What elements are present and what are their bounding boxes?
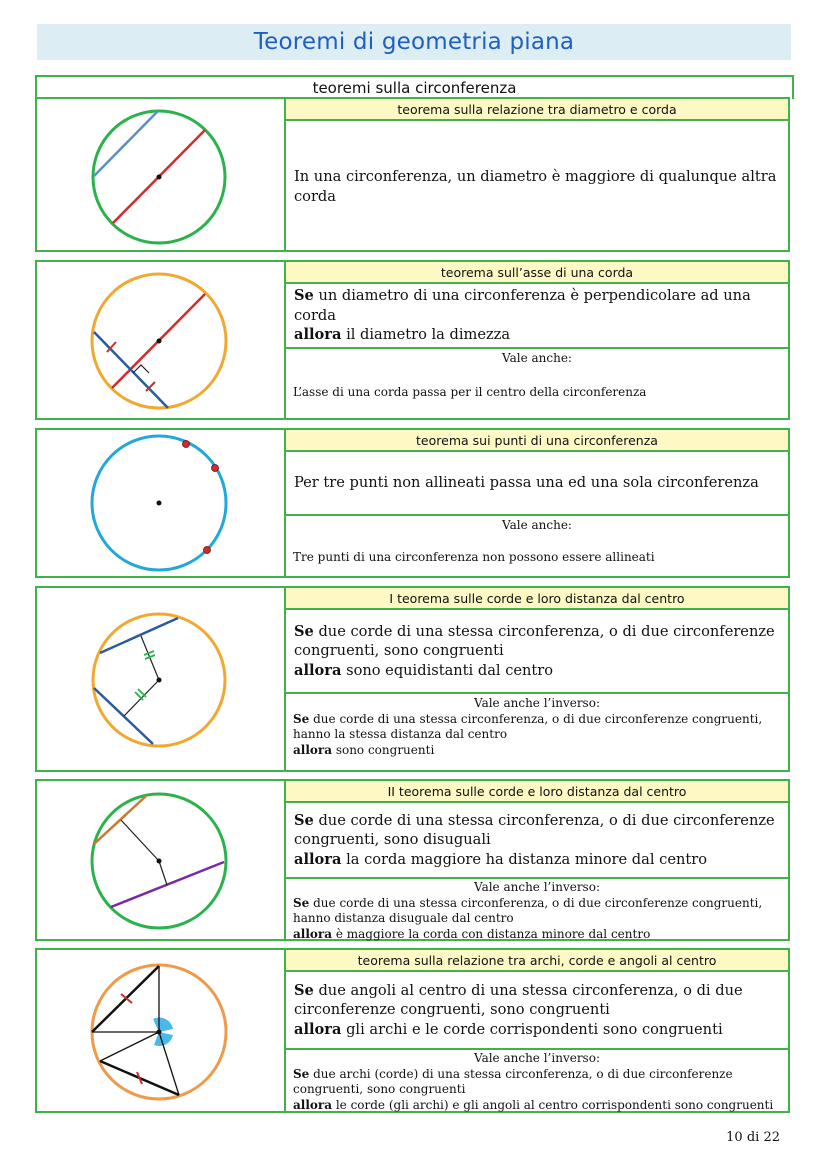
theorem-2-statement: Se un diametro di una circonferenza è perpendicolare ad una corda allora il diametro la dimezza (286, 284, 788, 349)
figure-equal-chords (37, 588, 286, 770)
section-header (35, 75, 794, 99)
theorem-6-also: Vale anche l’inverso: Se due archi (corde) di una stessa circonferenza, o di due circonferenze congruenti, sono congruenti allora le corde (gli archi) e gli angoli al centro corrispondenti sono congruenti (293, 1051, 774, 1112)
theorem-5-also: Vale anche l’inverso: Se due corde di una stessa circonferenza, o di due circonferenze congruenti, hanno distanza disuguale dal centro allora è maggiore la corda con distanza minore dal centro (293, 880, 763, 941)
theorem-2-title: teorema sull’asse di una corda (286, 262, 788, 284)
figure-three-points (37, 430, 286, 576)
theorem-1-title: teorema sulla relazione tra diametro e corda (286, 99, 788, 121)
theorem-block-5 (35, 779, 790, 941)
theorem-5-statement: Se due corde di una stessa circonferenza, o di due circonferenze congruenti, sono disuguali allora la corda maggiore ha distanza minore dal centro (286, 803, 788, 879)
figure-chord-axis (37, 262, 286, 418)
page-number: 10 di 22 (726, 1130, 780, 1145)
theorem-4-also: Vale anche l’inverso: Se due corde di una stessa circonferenza, o di due circonferenze congruenti, hanno la stessa distanza dal centro allora sono congruenti (293, 696, 763, 757)
figure-arcs-chords-angles (37, 950, 286, 1111)
theorem-6-statement: Se due angoli al centro di una stessa circonferenza, o di due circonferenze congruenti, sono congruenti allora gli archi e le corde corrispondenti sono congruenti (286, 972, 788, 1050)
theorem-3-also: Vale anche: Tre punti di una circonferenza non possono essere allineati (293, 518, 655, 564)
theorem-1-statement: In una circonferenza, un diametro è maggiore di qualunque altra corda (294, 168, 777, 205)
figure-diameter-chord (37, 99, 286, 250)
theorem-6-title: teorema sulla relazione tra archi, corde e angoli al centro (286, 950, 788, 972)
section-title: teoremi sulla circonferenza (312, 79, 517, 97)
theorem-block-2 (35, 260, 790, 420)
theorem-3-title: teorema sui punti di una circonferenza (286, 430, 788, 452)
page-title: Teoremi di geometria piana (253, 29, 575, 55)
theorem-block-3 (35, 428, 790, 578)
figure-unequal-chords (37, 781, 286, 939)
theorem-4-statement: Se due corde di una stessa circonferenza, o di due circonferenze congruenti, sono congruenti allora sono equidistanti dal centro (286, 610, 788, 694)
theorem-block-4 (35, 586, 790, 772)
page-title-bar (37, 24, 791, 60)
theorem-3-statement: Per tre punti non allineati passa una ed una sola circonferenza (286, 452, 788, 516)
theorem-4-title: I teorema sulle corde e loro distanza dal centro (286, 588, 788, 610)
theorem-block-1 (35, 97, 790, 252)
theorem-2-also: Vale anche: L’asse di una corda passa per il centro della circonferenza (293, 351, 647, 399)
theorem-5-title: II teorema sulle corde e loro distanza dal centro (286, 781, 788, 803)
theorem-block-6 (35, 948, 790, 1113)
